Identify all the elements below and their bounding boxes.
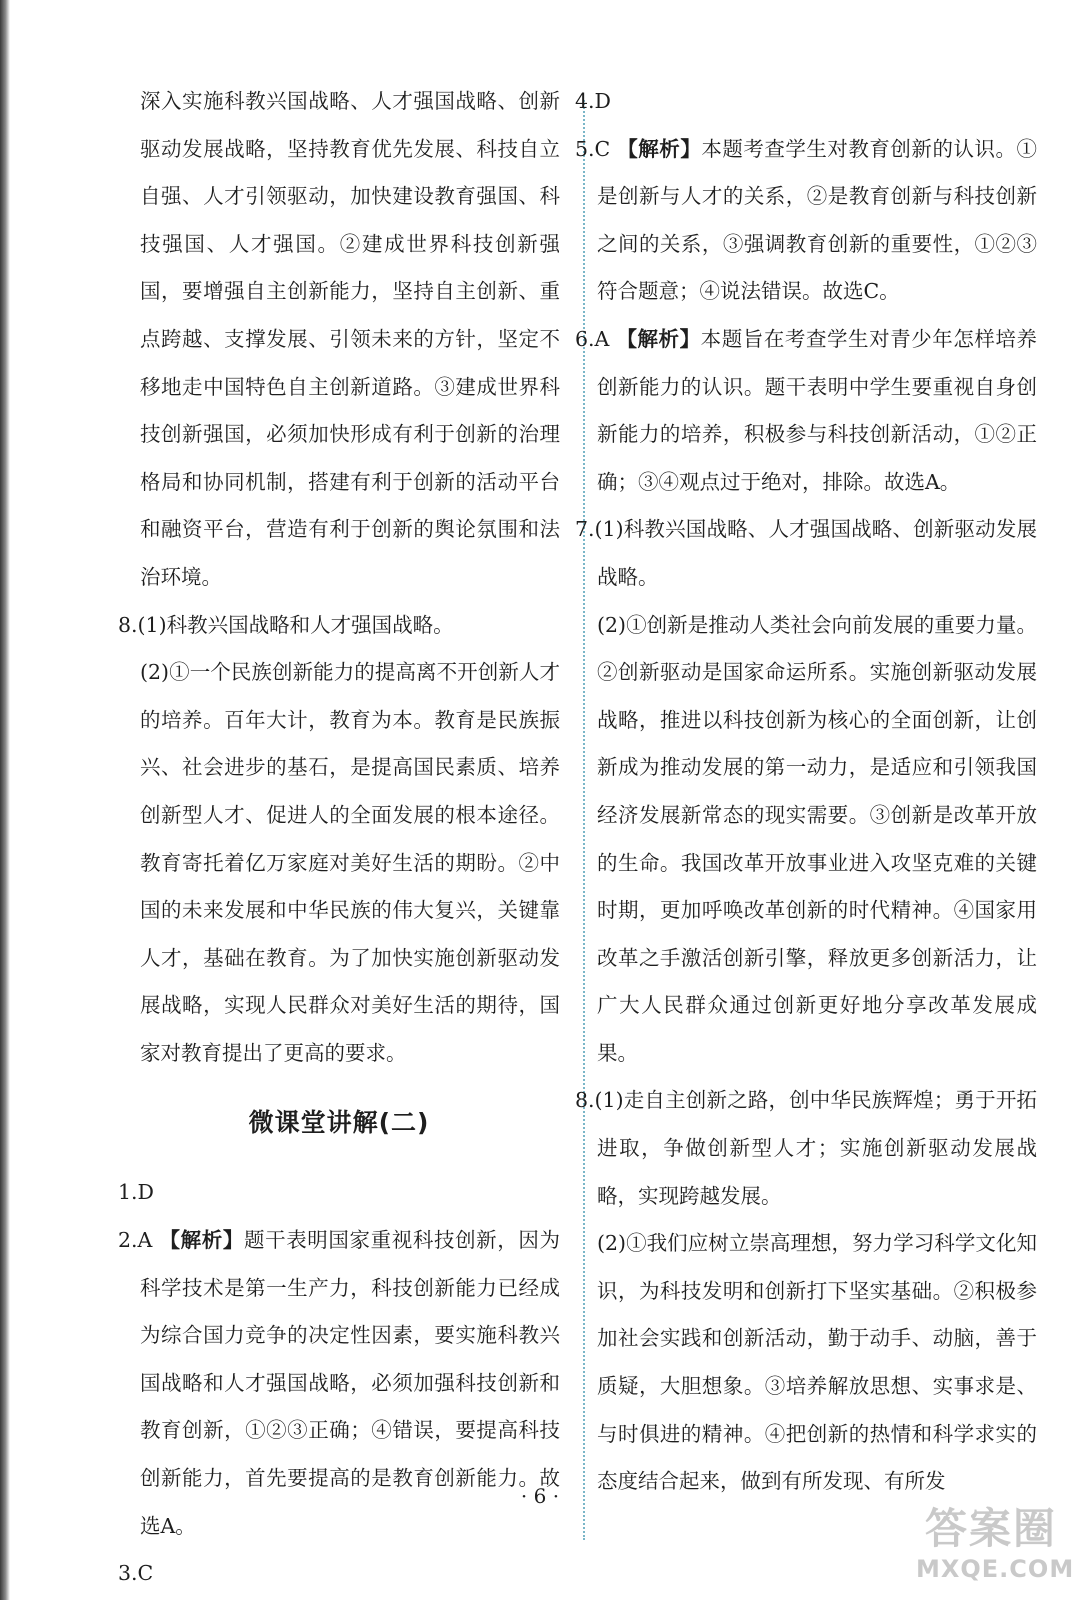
answer-5-text: 本题考查学生对教育创新的认识。①是创新与人才的关系，②是教育创新与科技创新之间的关系，③强调教育创新的重要性，①②③符合题意；④说法错误。故选C。: [597, 136, 1037, 304]
answer-2-number: 2.A: [118, 1228, 153, 1253]
answer-8-part-2: (2)①我们应树立崇高理想，努力学习科学文化知识，为科技发明和创新打下坚实基础。②积极参加社会实践和创新活动，勤于动手、动脑，善于质疑，大胆想象。③培养解放思想、实事求是、与时俱进的精神。④把创新的热情和科学求实的态度结合起来，做到有所发现、有所发: [597, 1231, 1037, 1494]
analysis-tag: 【解析】: [159, 1228, 244, 1253]
answer-7-part-2: (2)①创新是推动人类社会向前发展的重要力量。②创新驱动是国家命运所系。实施创新驱动发展战略，推进以科技创新为核心的全面创新，让创新成为推动发展的第一动力，是适应和引领我国经济发展新常态的现实需要。③创新是改革开放的生命。我国改革开放事业进入攻坚克难的关键时期，更加呼唤改革创新的时代精神。④国家用改革之手激活创新引擎，释放更多创新活力，让广大人民群众通过创新更好地分享改革发展成果。: [597, 612, 1037, 1065]
section-title: 微课堂讲解(二): [248, 1108, 430, 1138]
answer-2-text: 题干表明国家重视科技创新，因为科学技术是第一生产力，科技创新能力已经成为综合国力竞争的决定性因素，要实施科教兴国战略和人才强国战略，必须加强科技创新和教育创新，①②③正确；④错误，要提高科技创新能力，首先要提高的是教育创新能力。故选A。: [140, 1228, 561, 1538]
analysis-tag: 【解析】: [617, 136, 702, 161]
site-watermark: [916, 1504, 1075, 1590]
watermark-url: MXQE.COM: [916, 1555, 1075, 1583]
page-edge-shadow: [0, 0, 10, 1600]
answer-5-number: 5.C: [575, 136, 611, 161]
answer-8-part-1: 8.(1)走自主创新之路，创中华民族辉煌；勇于开拓进取，争做创新型人才；实施创新驱动发展战略，实现跨越发展。: [575, 1088, 1037, 1208]
answer-8-part-1: 8.(1)科教兴国战略和人才强国战略。: [118, 612, 454, 637]
answer-3: 3.C: [118, 1561, 154, 1586]
right-column: [575, 78, 1037, 1506]
answer-continuation-paragraph: 深入实施科教兴国战略、人才强国战略、创新驱动发展战略，坚持教育优先发展、科技自立自强、人才引领驱动，加快建设教育强国、科技强国、人才强国。②建成世界科技创新强国，要增强自主创新能力，坚持自主创新、重点跨越、支撑发展、引领未来的方针，坚定不移地走中国特色自主创新道路。③建成世界科技创新强国，必须加快形成有利于创新的治理格局和协同机制，搭建有利于创新的活动平台和融资平台，营造有利于创新的舆论氛围和法治环境。: [140, 89, 560, 589]
answer-8-part-2: (2)①一个民族创新能力的提高离不开创新人才的培养。百年大计，教育为本。教育是民族振兴、社会进步的基石，是提高国民素质、培养创新型人才、促进人的全面发展的根本途径。教育寄托着亿万家庭对美好生活的期盼。②中国的未来发展和中华民族的伟大复兴，关键靠人才，基础在教育。为了加快实施创新驱动发展战略，实现人民群众对美好生活的期待，国家对教育提出了更高的要求。: [140, 660, 560, 1065]
left-column: [118, 78, 560, 1598]
watermark-logo-text: 答案圈: [924, 1504, 1057, 1553]
analysis-tag: 【解析】: [616, 326, 701, 351]
answer-7-part-1: 7.(1)科教兴国战略、人才强国战略、创新驱动发展战略。: [575, 517, 1037, 589]
answer-6: [575, 316, 1037, 506]
answer-4: 4.D: [575, 89, 611, 113]
page-number: · 6 ·: [520, 1484, 560, 1508]
answer-6-number: 6.A: [575, 326, 610, 351]
answer-1: 1.D: [118, 1180, 154, 1205]
answer-5: [575, 126, 1037, 316]
answer-6-text: 本题旨在考查学生对青少年怎样培养创新能力的认识。题干表明中学生要重视自身创新能力的培养，积极参与科技创新活动，①②正确；③④观点过于绝对，排除。故选A。: [597, 326, 1037, 494]
